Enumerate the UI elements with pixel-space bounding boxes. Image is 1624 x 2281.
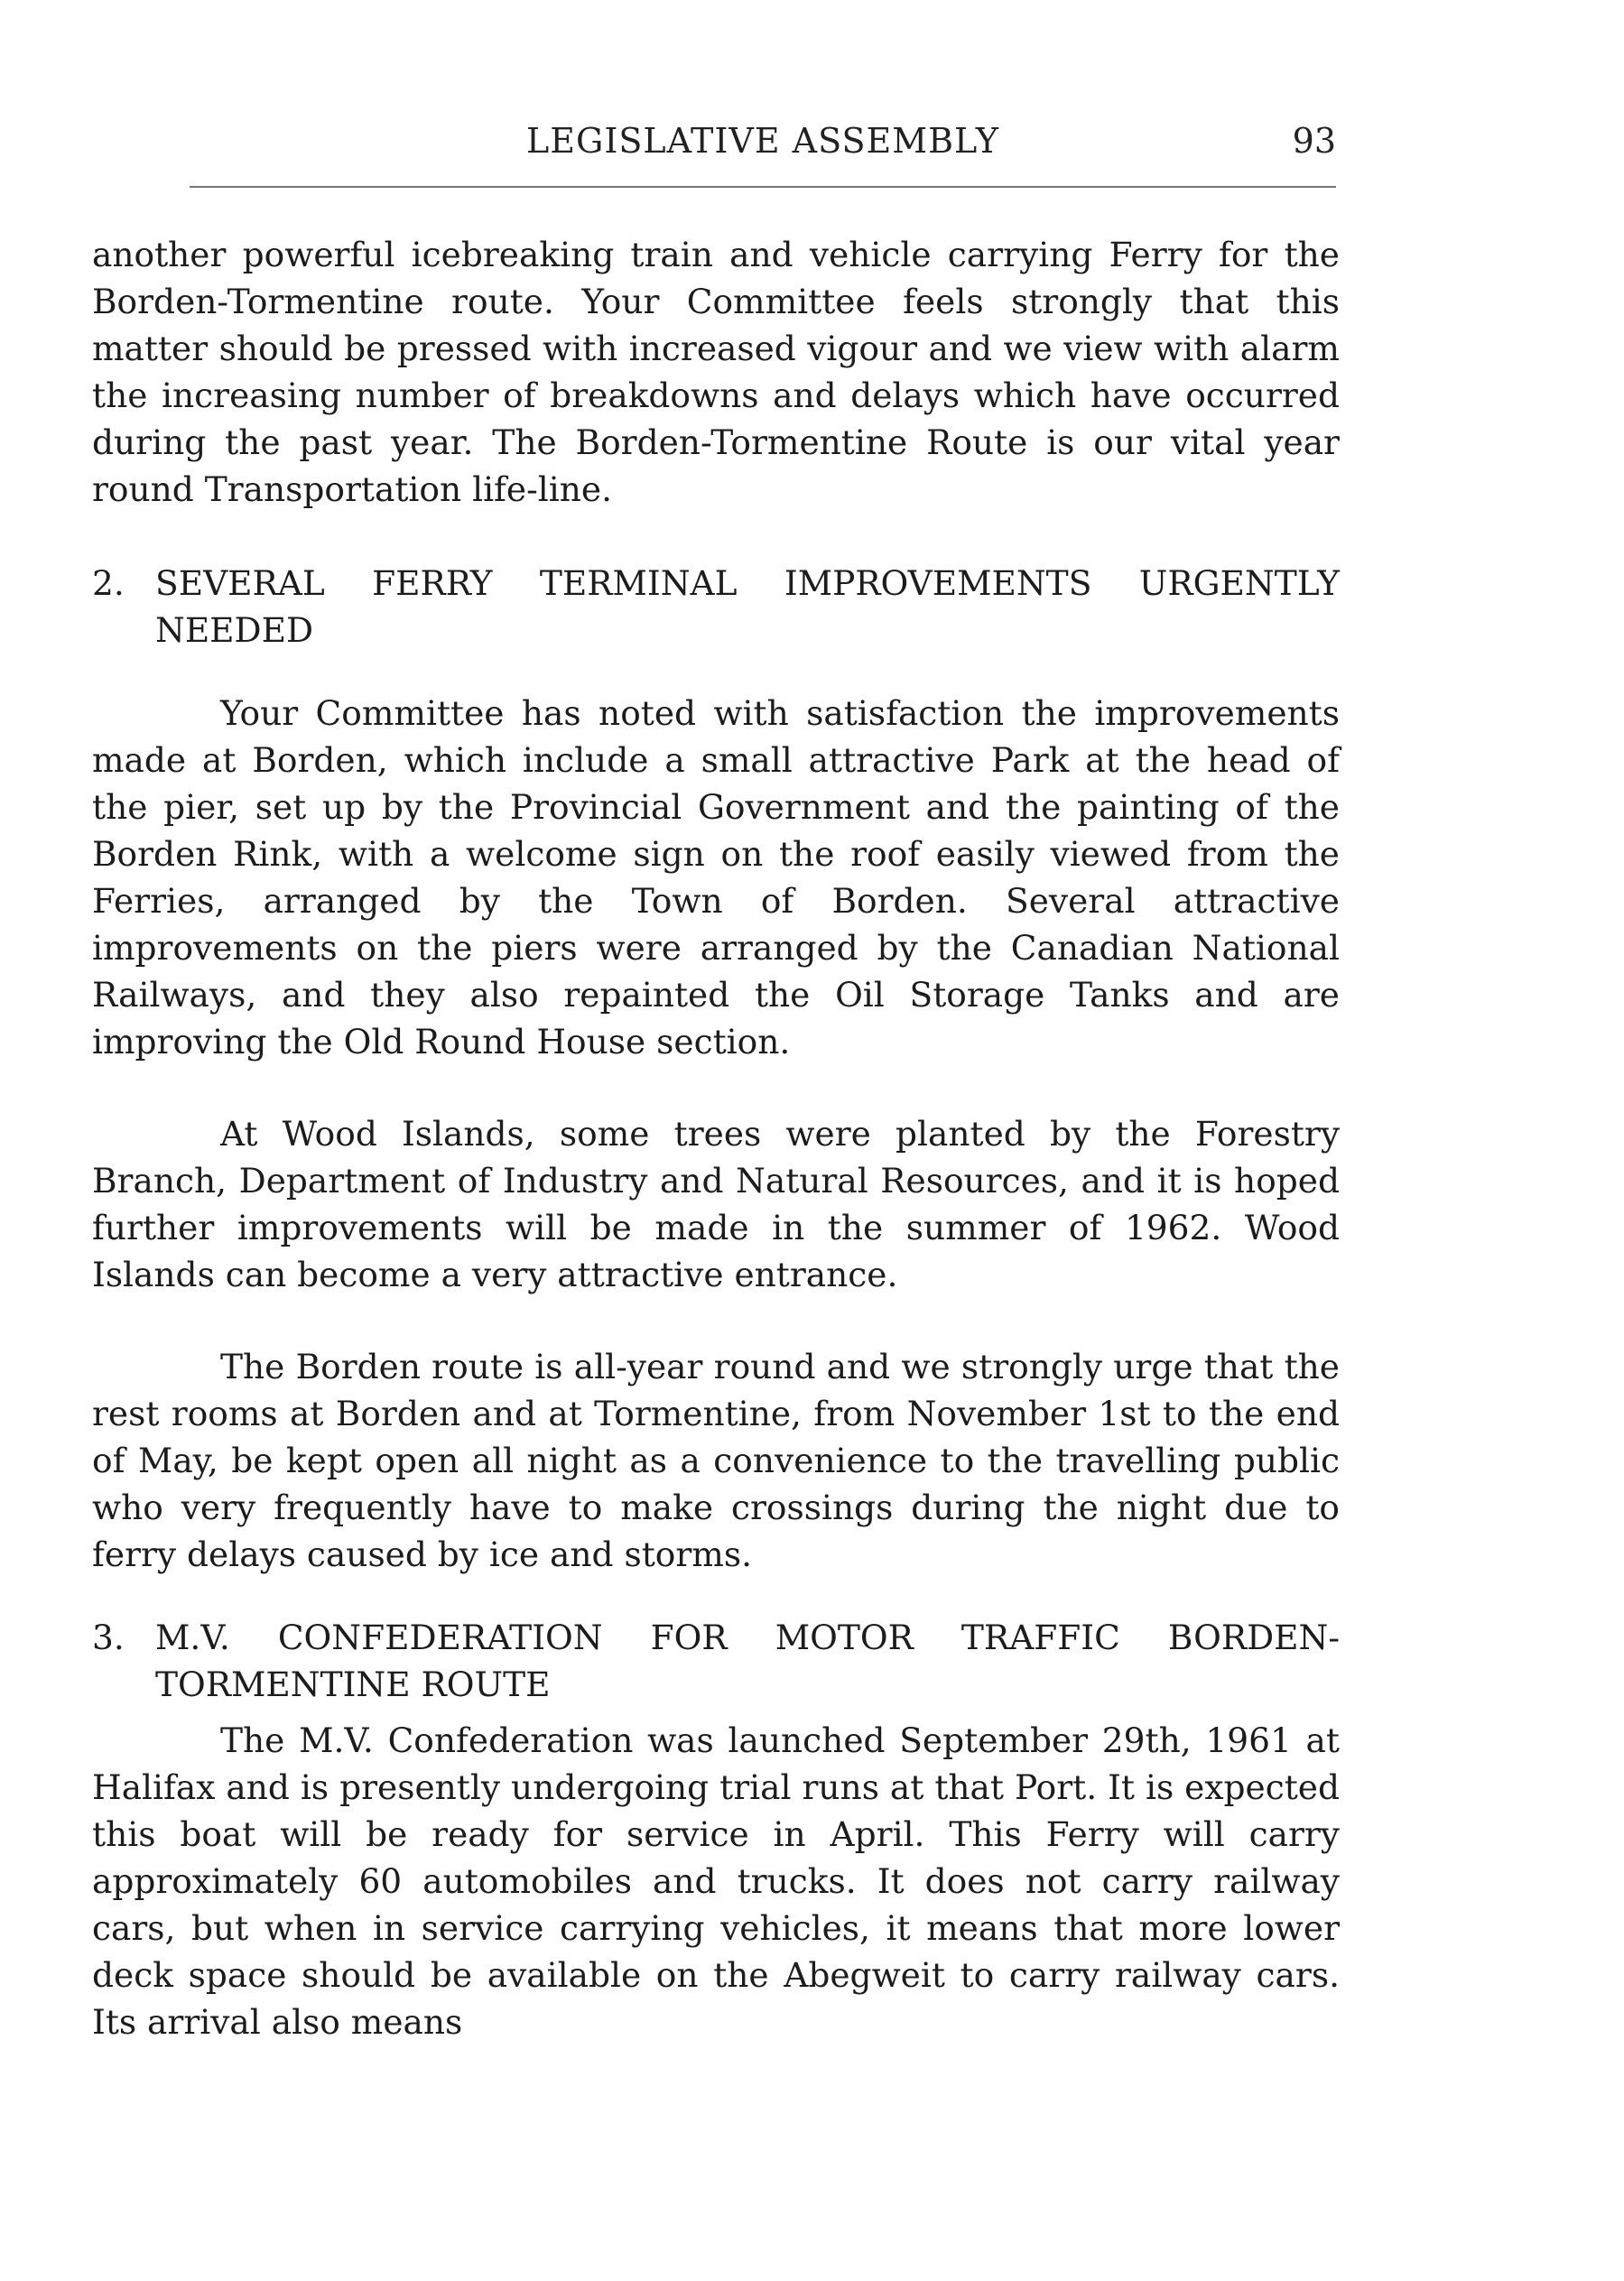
spacer <box>92 513 1340 560</box>
spacer <box>92 1708 1340 1717</box>
page-header <box>190 116 1336 179</box>
page-body <box>92 231 1340 2045</box>
paragraph: Your Committee has noted with satisfaction the improvements made at Borden, which include a small attractive Park at the head of the pier, set up by the Provincial Government and the painting of the Borden Rink, with a welcome sign on the roof easily viewed from the Ferries, arranged by the Town of Borden. Several attractive improvements on the piers were arranged by the Canadian National Railways, and they also repainted the Oil Storage Tanks and are improving the Old Round House section. <box>92 693 1340 1062</box>
paragraph: At Wood Islands, some trees were planted by the Forestry Branch, Department of Industry and Natural Resources, and it is hoped further improvements will be made in the summer of 1962. Wood Islands can become a very attractive entrance. <box>92 1114 1340 1294</box>
section-3-heading <box>92 1614 1340 1708</box>
section-number: 2. <box>92 563 125 603</box>
continuation-paragraph: another powerful icebreaking train and vehicle carrying Ferry for the Borden-Tormentine route. Your Committee feels strongly that this matter should be pressed with increased vigour and we view with alarm the increasing number of breakdowns and delays which have occurred during the past year. The Borden-Tormentine Route is our vital year round Transportation life-line. <box>92 235 1340 509</box>
section-2-heading <box>92 560 1340 654</box>
spacer <box>92 1298 1340 1343</box>
paragraph: The M.V. Confederation was launched September 29th, 1961 at Halifax and is presently undergoing trial runs at that Port. It is expected this boat will be ready for service in April. This Ferry will carry approximately 60 automobiles and trucks. It does not carry railway cars, but when in service carrying vehicles, it means that more lower deck space should be available on the Abegweit to carry railway cars. Its arrival also means <box>92 1720 1340 2042</box>
spacer <box>92 1065 1340 1110</box>
spacer <box>92 654 1340 690</box>
running-head: LEGISLATIVE ASSEMBLY <box>526 121 999 161</box>
section-title: M.V. CONFEDERATION FOR MOTOR TRAFFIC BORDEN-TORMENTINE ROUTE <box>155 1618 1340 1704</box>
spacer <box>92 1578 1340 1614</box>
page-number: 93 <box>1292 121 1336 161</box>
paragraph: The Borden route is all-year round and we strongly urge that the rest rooms at Borden and at Tormentine, from November 1st to the end of May, be kept open all night as a convenience to the travelling public who very frequently have to make crossings during the night due to ferry delays caused by ice and storms. <box>92 1347 1340 1574</box>
header-rule <box>190 186 1336 188</box>
section-title: SEVERAL FERRY TERMINAL IMPROVEMENTS URGENTLY NEEDED <box>155 563 1340 650</box>
section-number: 3. <box>92 1618 125 1657</box>
